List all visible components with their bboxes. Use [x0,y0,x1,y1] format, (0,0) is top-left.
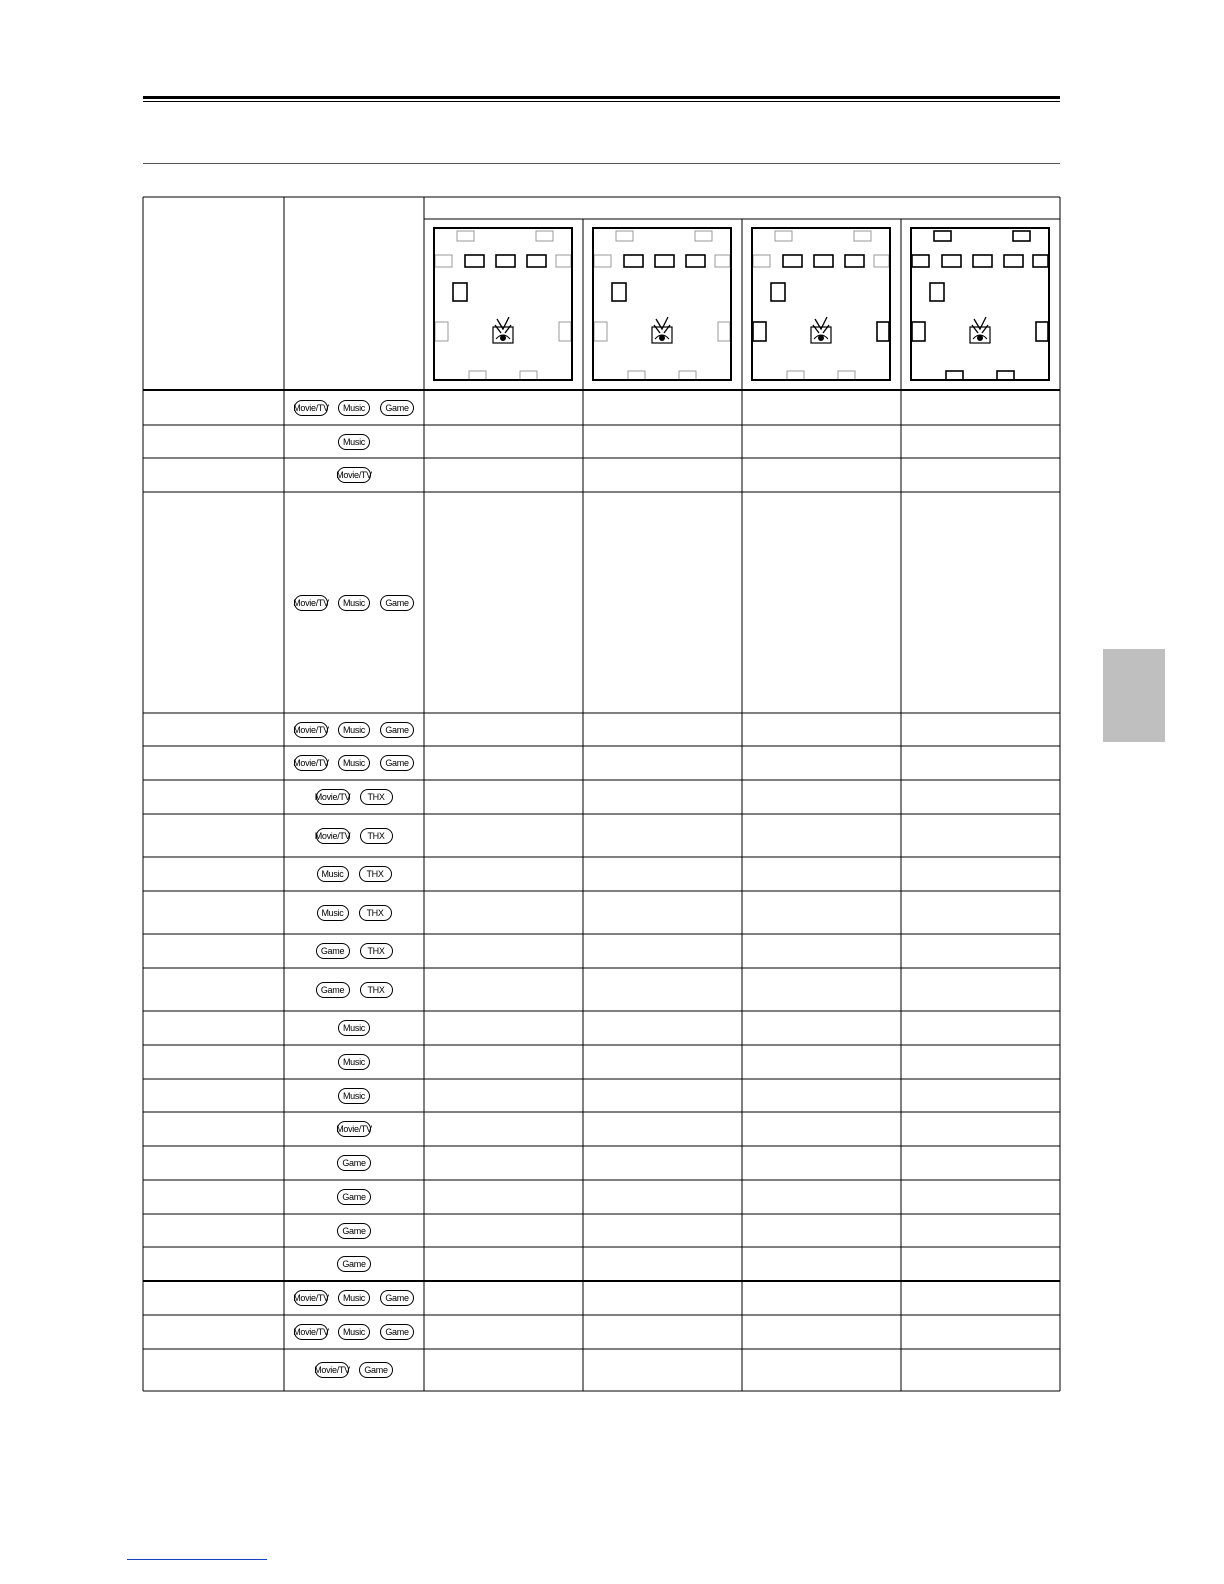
subwoofer [771,283,785,301]
center-speaker [655,255,674,267]
speaker-layout-diagram [751,227,891,381]
game-button: Game [380,1290,414,1306]
movie-tv-button: Movie/TV [294,1290,328,1306]
movie-tv-button: Movie/TV [316,828,350,844]
listening-mode-buttons [284,1247,424,1281]
game-button: Game [316,943,350,959]
listening-mode-buttons [284,1011,424,1045]
front-left-speaker [783,255,802,267]
front-high-speaker-left [457,231,474,241]
game-button: Game [316,982,350,998]
surround-speaker-left [912,322,925,341]
front-high-speaker-right [854,231,871,241]
movie-tv-button: Movie/TV [294,400,328,416]
music-button: Music [317,905,349,921]
game-button: Game [380,1324,414,1340]
listening-mode-buttons [284,1112,424,1146]
listening-mode-buttons [284,425,424,458]
music-button: Music [338,434,370,450]
game-button: Game [337,1256,371,1272]
front-left-speaker [624,255,643,267]
listening-mode-buttons [284,1079,424,1112]
music-button: Music [338,1324,370,1340]
front-left-speaker [465,255,484,267]
listening-mode-buttons [284,746,424,780]
speaker-layout-diagram [910,227,1050,381]
music-button: Music [338,1054,370,1070]
listener-icon [652,317,672,343]
surround-back-speaker-left [946,371,963,379]
center-speaker [814,255,833,267]
thx-button: THX [360,943,393,959]
listening-mode-buttons [284,857,424,891]
listener-icon [493,317,513,343]
movie-tv-button: Movie/TV [315,1362,349,1378]
listening-mode-buttons [284,1349,424,1391]
movie-tv-button: Movie/TV [294,595,328,611]
thx-button: THX [360,789,393,805]
front-right-speaker [686,255,705,267]
listening-mode-buttons [284,1045,424,1079]
surround-speaker-right [877,322,889,341]
front-right-speaker [1004,255,1023,267]
front-right-speaker [527,255,546,267]
listening-mode-buttons [284,968,424,1011]
subwoofer [453,283,467,301]
listening-mode-buttons [284,814,424,857]
front-wide-speaker-left [594,255,611,267]
music-button: Music [338,1290,370,1306]
movie-tv-button: Movie/TV [316,789,350,805]
movie-tv-button: Movie/TV [294,755,328,771]
front-wide-speaker-left [435,255,452,267]
front-high-speaker-right [1013,231,1030,241]
listening-mode-buttons [284,1146,424,1180]
center-speaker [496,255,515,267]
game-button: Game [359,1362,393,1378]
listening-mode-buttons [284,1315,424,1349]
listening-mode-buttons [284,492,424,713]
music-button: Music [338,1020,370,1036]
game-button: Game [337,1223,371,1239]
listening-mode-buttons [284,458,424,492]
listening-mode-buttons [284,390,424,425]
front-high-speaker-left [934,231,951,241]
surround-back-speaker-left [628,371,645,379]
surround-back-speaker-right [679,371,696,379]
surround-back-speaker-left [787,371,804,379]
music-button: Music [338,1088,370,1104]
front-high-speaker-right [536,231,553,241]
chapter-tab [1103,649,1165,742]
surround-back-speaker-left [469,371,486,379]
listening-mode-buttons [284,1180,424,1214]
game-button: Game [337,1189,371,1205]
listening-mode-buttons [284,1214,424,1247]
game-button: Game [380,755,414,771]
surround-speaker-left [594,322,607,341]
center-speaker [973,255,992,267]
movie-tv-button: Movie/TV [294,1324,328,1340]
listening-mode-buttons [284,1281,424,1315]
speaker-layout-diagram [433,227,573,381]
front-wide-speaker-right [874,255,889,267]
surround-speaker-left [435,322,448,341]
surround-back-speaker-right [838,371,855,379]
game-button: Game [337,1155,371,1171]
front-wide-speaker-right [715,255,730,267]
thx-button: THX [360,982,393,998]
front-left-speaker [942,255,961,267]
front-wide-speaker-left [753,255,770,267]
game-button: Game [380,400,414,416]
movie-tv-button: Movie/TV [294,722,328,738]
thx-button: THX [359,905,392,921]
front-wide-speaker-right [1033,255,1048,267]
music-button: Music [338,595,370,611]
movie-tv-button: Movie/TV [337,1121,371,1137]
front-high-speaker-left [775,231,792,241]
surround-back-speaker-right [520,371,537,379]
game-button: Game [380,595,414,611]
surround-speaker-right [559,322,571,341]
surround-speaker-left [753,322,766,341]
surround-speaker-right [1036,322,1048,341]
music-button: Music [338,400,370,416]
listener-icon [811,317,831,343]
front-wide-speaker-left [912,255,929,267]
listening-mode-buttons [284,934,424,968]
subwoofer [612,283,626,301]
subwoofer [930,283,944,301]
listening-mode-buttons [284,713,424,746]
music-button: Music [338,755,370,771]
music-button: Music [338,722,370,738]
front-high-speaker-right [695,231,712,241]
front-wide-speaker-right [556,255,571,267]
movie-tv-button: Movie/TV [337,467,371,483]
speaker-layout-diagram [592,227,732,381]
music-button: Music [317,866,349,882]
thx-button: THX [360,828,393,844]
front-right-speaker [845,255,864,267]
listening-mode-buttons [284,891,424,934]
listener-icon [970,317,990,343]
thx-button: THX [359,866,392,882]
game-button: Game [380,722,414,738]
surround-speaker-right [718,322,730,341]
footer-link-line[interactable] [127,1559,267,1560]
listening-mode-buttons [284,780,424,814]
front-high-speaker-left [616,231,633,241]
surround-back-speaker-right [997,371,1014,379]
